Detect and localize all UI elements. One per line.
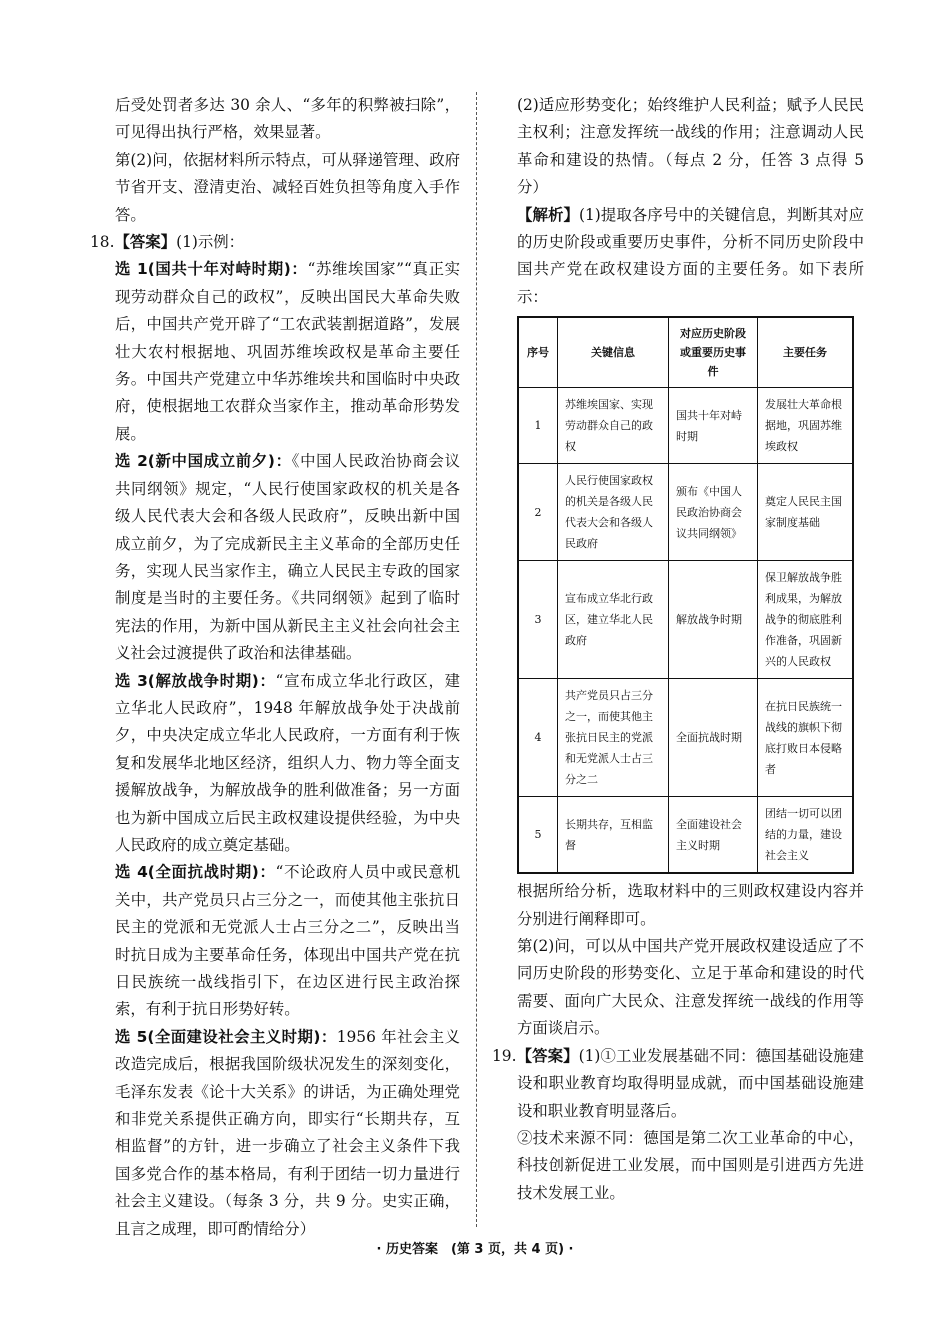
option-label: 选 5(全面建设社会主义时期)： [115,1027,337,1046]
column-header: 对应历史阶段或重要历史事件 [669,317,758,388]
paragraph: 第(2)问，可以从中国共产党开展政权建设适应了不同历史阶段的形势变化、立足于革命和建设的时代需要、面向广大民众、注意发挥统一战线的作用等方面谈启示。 [517,937,864,1038]
analysis [492,202,864,312]
table-cell: 解放战争时期 [669,561,758,679]
table-cell: 1 [518,388,558,464]
column-header: 主要任务 [758,317,854,388]
table-cell: 颁布《中国人民政治协商会议共同纲领》 [669,464,758,561]
analysis-table [517,316,854,874]
column-divider [476,92,477,1227]
table-cell: 2 [518,464,558,561]
table-cell: 宣布成立华北行政区，建立华北人民政府 [558,561,669,679]
analysis-text: (1)提取各序号中的关键信息，判断其对应的历史阶段或重要历史事件，分析不同历史阶段中国共产党在政权建设方面的主要任务。如下表所示： [517,205,864,306]
table-cell: 苏维埃国家、实现劳动群众自己的政权 [558,388,669,464]
table-cell: 共产党员只占三分之一，而使其他主张抗日民主的党派和无党派人士占三分之二 [558,679,669,797]
answer-text: (1)①工业发展基础不同：德国基础设施建设和职业教育均取得明显成就，而中国基础设施建设和职业教育明显落后。 [517,1046,864,1120]
analysis-tag: 【解析】 [517,205,579,224]
table-cell: 奠定人民民主国家制度基础 [758,464,854,561]
table-cell: 人民行使国家政权的机关是各级人民代表大会和各级人民政府 [558,464,669,561]
answer-option-3 [90,668,460,860]
table-header-row [518,317,853,388]
option-text: “苏维埃国家”“真正实现劳动群众自己的政权”，反映出国民大革命失败后，中国共产党开辟了“工农武装割据道路”，发展壮大农村根据地、巩固苏维埃政权是革命主要任务。中国共产党建立中华苏维埃共和国临时中央政府，使根据地工农群众当家作主，推动革命形势发展。 [115,260,460,443]
table-row [518,679,853,797]
answer-intro: (1)示例： [176,233,245,252]
column-header: 序号 [518,317,558,388]
answer-option-5 [90,1024,460,1243]
page-footer: · 历史答案 (第 3 页，共 4 页) · [376,1242,574,1257]
option-text: 《中国人民政治协商会议共同纲领》规定，“人民行使国家政权的机关是各级人民代表大会和各级人民政府”，反映出新中国成立前夕，为了完成新民主主义革命的全部历史任务，实现人民当家作主，确立人民民主专政的国家制度是当时的主要任务。《共同纲领》起到了临时宪法的作用，为新中国从新民主主义社会向社会主义社会过渡提供了政治和法律基础。 [115,452,460,663]
table-cell: 3 [518,561,558,679]
table-row [518,388,853,464]
table-cell: 全面建设社会主义时期 [669,797,758,874]
answer-tag: 【答案】 [516,1046,579,1065]
table-cell: 发展壮大革命根据地，巩固苏维埃政权 [758,388,854,464]
question-19-answer [492,1043,864,1125]
table-row [518,561,853,679]
paragraph: 第(2)问，依据材料所示特点，可从驿递管理、政府节省开支、澄清吏治、减轻百姓负担等角度入手作答。 [115,150,461,224]
table-row [518,797,853,874]
right-column [492,92,864,1207]
answer-option-1 [90,256,460,448]
question-18-answer [90,229,460,256]
paragraph: ②技术来源不同：德国是第二次工业革命的中心，科技创新促进工业发展，而中国则是引进西方先进技术发展工业。 [517,1128,864,1202]
table-cell: 国共十年对峙时期 [669,388,758,464]
option-label: 选 2(新中国成立前夕)： [115,452,292,471]
question-number: 18. [90,233,115,252]
paragraph: 根据所给分析，选取材料中的三则政权建设内容并分别进行阐释即可。 [517,882,864,928]
table-cell: 5 [518,797,558,874]
column-header: 关键信息 [558,317,669,388]
table-cell: 4 [518,679,558,797]
answer-tag: 【答案】 [114,233,177,252]
table-cell: 长期共存，互相监督 [558,797,669,874]
option-text: “宣布成立华北行政区，建立华北人民政府”，1948 年解放战争处于决战前夕，中央决定成立华北人民政府，一方面有利于恢复和发展华北地区经济，组织人力、物力等全面支援解放战争，为解放战争的胜利做准备；另一方面也为新中国成立后民主政权建设提供经验，为中央人民政府的成立奠定基础。 [115,671,460,854]
table-cell: 全面抗战时期 [669,679,758,797]
option-label: 选 3(解放战争时期)： [115,671,276,690]
answer-option-4 [90,859,460,1023]
answer-option-2 [90,448,460,667]
option-text: 1956 年社会主义改造完成后，根据我国阶级状况发生的深刻变化，毛泽东发表《论十大关系》的讲话，为正确处理党和非党关系提供正确方向，即实行“长期共存，互相监督”的方针，进一步确立了社会主义条件下我国多党合作的基本格局，有利于团结一切力量进行社会主义建设。（每条 3 分，共 9 分。史实正确，且言之成理，即可酌情给分） [115,1027,461,1238]
option-label: 选 4(全面抗战时期)： [115,863,276,882]
table-cell: 在抗日民族统一战线的旗帜下彻底打败日本侵略者 [758,679,854,797]
left-column [90,92,460,1243]
question-number: 19. [492,1046,517,1065]
table-cell: 团结一切可以团结的力量，建设社会主义 [758,797,854,874]
option-text: “不论政府人员中或民意机关中，共产党员只占三分之一，而使其他主张抗日民主的党派和无党派人士占三分之二”，反映出当时抗日成为主要革命任务，体现出中国共产党在抗日民族统一战线指引下，在边区进行民主政治探索，有利于抗日形势好转。 [115,863,460,1019]
table-cell: 保卫解放战争胜利成果，为解放战争的彻底胜利作准备，巩固新兴的人民政权 [758,561,854,679]
option-label: 选 1(国共十年对峙时期)： [115,260,308,279]
paragraph: 后受处罚者多达 30 余人、“多年的积弊被扫除”，可见得出执行严格，效果显著。 [115,96,460,142]
table-row [518,464,853,561]
paragraph: (2)适应形势变化；始终维护人民利益；赋予人民民主权利；注意发挥统一战线的作用；注意调动人民革命和建设的热情。（每点 2 分，任答 3 点得 5 分） [517,96,864,197]
